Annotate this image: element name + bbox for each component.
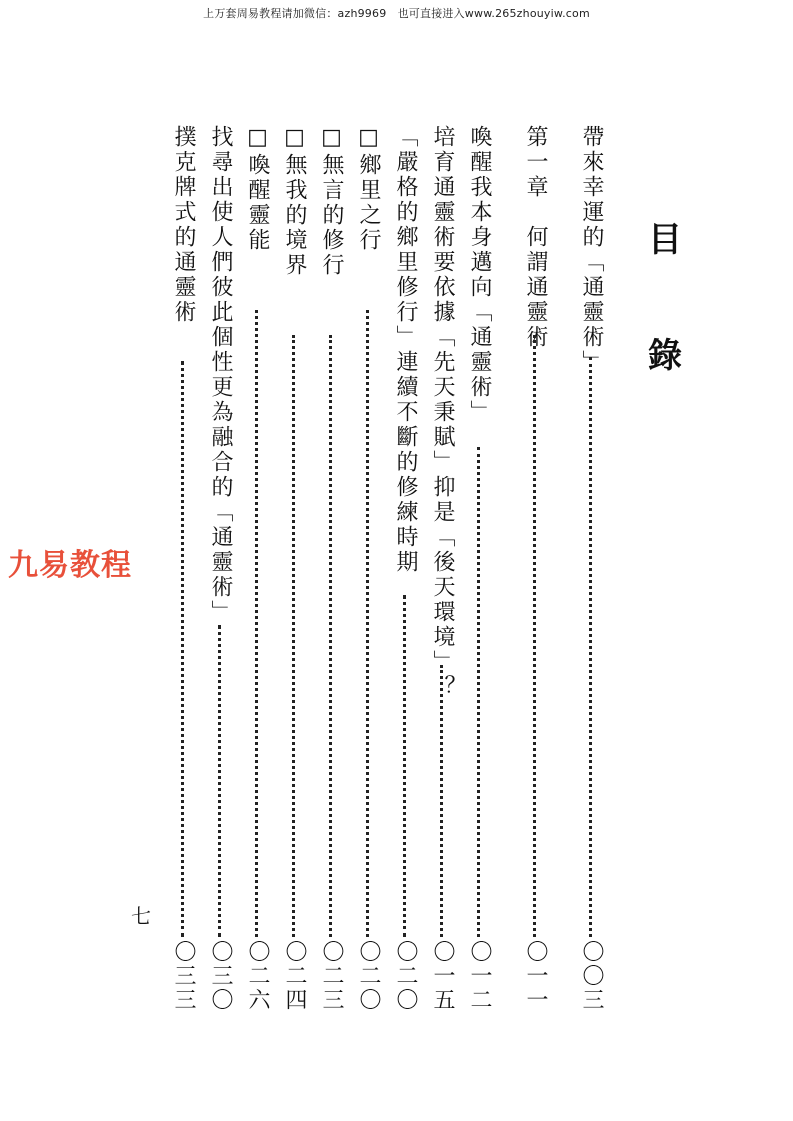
toc-entry-title: 培育通靈術要依據「先天秉賦」抑是「後天環境」？	[430, 125, 455, 700]
toc-title-char-1: 目	[648, 220, 682, 260]
toc-entry[interactable]	[463, 125, 495, 1015]
toc-entry-title: □無言的修行	[319, 125, 344, 278]
leader-dots	[329, 335, 332, 937]
leader-dots	[477, 447, 480, 937]
toc-entry[interactable]	[315, 125, 347, 1015]
toc-entry-page: 〇二〇	[393, 940, 418, 1012]
toc-entry-page: 〇二四	[282, 940, 307, 1012]
toc-entry-page: 〇一二	[467, 940, 492, 1012]
toc-entry-page: 〇二三	[319, 940, 344, 1012]
toc-entry-title: 喚醒我本身邁向「通靈術」	[467, 125, 492, 425]
leader-dots	[255, 310, 258, 937]
toc-entry[interactable]	[352, 125, 384, 1015]
leader-dots	[366, 310, 369, 937]
watermark-logo: 九易教程	[8, 548, 132, 583]
leader-dots	[440, 665, 443, 937]
leader-dots	[292, 335, 295, 937]
toc-entry[interactable]	[519, 125, 551, 1015]
toc-entry-page: 〇三〇	[208, 940, 233, 1012]
toc-entry-title: 第一章 何謂通靈術	[523, 125, 548, 350]
toc-entry-page: 〇一一	[523, 940, 548, 1012]
page-number: 七	[131, 904, 151, 928]
toc-entry-title: □喚醒靈能	[245, 125, 270, 253]
toc-entry-page: 〇二〇	[356, 940, 381, 1012]
toc-entry[interactable]	[167, 125, 199, 1015]
toc-entry-page: 〇一五	[430, 940, 455, 1012]
toc-entry-title: 找尋出使人們彼此個性更為融合的「通靈術」	[208, 125, 233, 625]
header-banner: 上万套周易教程请加微信：azh9969 也可直接进入www.265zhouyiw.com	[203, 7, 590, 20]
toc-entry-title: □鄉里之行	[356, 125, 381, 253]
toc-entry[interactable]	[241, 125, 273, 1015]
toc-entry-title: 撲克牌式的通靈術	[171, 125, 196, 325]
toc-entry[interactable]	[426, 125, 458, 1015]
toc-entry[interactable]	[204, 125, 236, 1015]
leader-dots	[218, 625, 221, 937]
toc-entry-page: 〇二六	[245, 940, 270, 1012]
leader-dots	[403, 595, 406, 937]
toc-entry-title: 帶來幸運的「通靈術」	[579, 125, 604, 375]
leader-dots	[181, 361, 184, 937]
toc-entry-title: □無我的境界	[282, 125, 307, 278]
leader-dots	[533, 335, 536, 937]
toc-entry-page: 〇〇三	[579, 940, 604, 1012]
toc-entry-title: 「嚴格的鄉里修行」連續不斷的修練時期	[393, 125, 418, 575]
toc-title-char-2: 錄	[648, 336, 682, 376]
leader-dots	[589, 357, 592, 937]
toc-entry[interactable]	[278, 125, 310, 1015]
toc-entry-page: 〇三三	[171, 940, 196, 1012]
toc-entry[interactable]	[389, 125, 421, 1015]
toc-entry[interactable]	[575, 125, 607, 1015]
